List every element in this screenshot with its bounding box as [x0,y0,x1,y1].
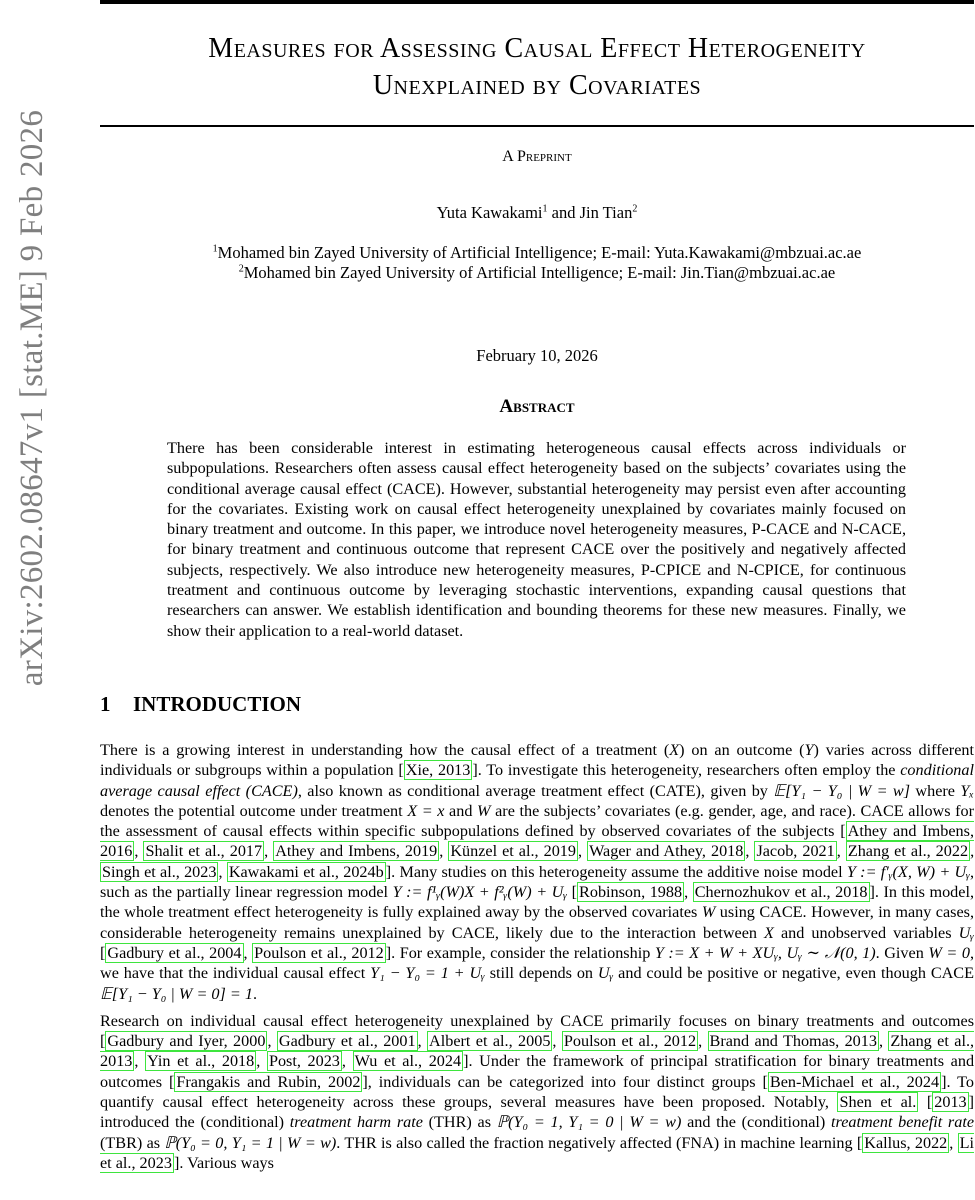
citation-link[interactable]: Gadbury et al., 2001 [278,1032,416,1051]
text-run: still depends on [484,964,598,983]
math-w-zero: W = 0 [928,943,970,962]
citation-link[interactable]: Brand and Thomas, 2013 [709,1032,877,1051]
math-x: X [764,923,774,942]
author-line [100,203,974,223]
text-run: ]. In this model, the whole treatment effect heterogeneity is fully explained away by the observed covariates [100,883,974,922]
section-heading [100,692,301,717]
math-y: Y [804,741,814,759]
text-run: ]. Various ways [173,1153,274,1172]
text-run: . Given [875,943,929,962]
citation-link[interactable]: Gadbury et al., 2004 [107,943,242,962]
citation-link[interactable]: Athey and Imbens, 2019 [275,842,438,861]
affiliation-2 [100,263,974,283]
abstract-text: There has been considerable interest in estimating heterogeneous causal effects across individuals or subpopulations. Researchers often assess causal effect heterogeneity based on the subjects’ covariates using the conditional average causal effect (CACE). However, substantial heterogeneity may persist even after accounting for the covariates. Existing work on causal effect heterogeneity unexplained by covariates mainly focused on binary treatment and outcome. In this paper, we introduce novel heterogeneity measures, P-CACE and N-CACE, for binary treatment and continuous outcome that represent CACE over the positively and negatively affected subjects, respectively. We also introduce new heterogeneity measures, P-CPICE and N-CPICE, for continuous treatment and continuous outcome by leveraging stochastic interventions, expanding causal questions that researchers can answer. We establish identification and bounding theorems for these new measures. Finally, we show their application to a real-world dataset. [167,439,906,640]
text-run: ]. Many studies on this heterogeneity assume the additive noise model [385,862,847,881]
math-w: W [701,903,716,922]
text-run: using CACE. However, in many cases, considerable heterogeneity remains unexplained by CACE, likely due to the interaction between [100,903,975,942]
math-relationship: Y := X + W + XUᵧ, Uᵧ ∼ 𝒩(0, 1) [654,943,876,962]
citation-link[interactable]: Albert et al., 2005 [429,1032,551,1051]
citation-link[interactable]: Yin et al., 2018 [147,1052,255,1071]
math-x-eq: X = x [407,801,445,820]
paper-date: February 10, 2026 [476,346,598,365]
affiliation-1-text: Mohamed bin Zayed University of Artificial Intelligence; E-mail: Yuta.Kawakami@mbzuai.ac.ae [217,243,862,262]
citation-link[interactable]: Kallus, 2022 [864,1133,948,1152]
citation-link[interactable]: Kawakami et al., 2024b [228,862,384,881]
math-uy: Uᵧ [958,923,974,942]
text-run: , also known as conditional average treatment effect (CATE), given by [297,781,774,800]
citation-link[interactable]: Shalit et al., 2017 [145,842,263,861]
text-run: ]. To quantify causal effect heterogeneity across these groups, several measures have been proposed. Notably, [100,1072,974,1112]
text-run: (TBR) as [100,1133,165,1152]
citation-link[interactable]: Post, 2023 [268,1052,340,1071]
citation-link[interactable]: Frangakis and Rubin, 2002 [176,1072,361,1091]
math-additive-noise: Y := f′ᵧ(X, W) + Uᵧ [846,862,970,881]
math-uy: Uᵧ [597,964,614,983]
math-partial-linear: Y := f¹ᵧ(W)X + f²ᵧ(W) + Uᵧ [392,883,568,902]
intro-paragraph-2: Research on individual causal effect heterogeneity unexplained by CACE primarily focuses on binary treatments and outcomes [ Gadbury and Iyer, 2000 , Gadbury et al., 2001 , Albert et al., 2005 , Poulson et al., 2012 , Brand and Thomas, 2013 , Zhang et al., 2013 , Yin et al., 2018 , Post, 2023 , Wu et al., 2024 ]. Under the framework of principal stratification for binary treatments and outcomes [ Frangakis and Rubin, 2002 ], individuals can be categorized into four distinct groups [ Ben-Michael et al., 2024 ]. To quantify causal effect heterogeneity across these groups, several measures have been proposed. Notably, Shen et al. [ 2013 ] introduced the (conditional) treatment harm rate (THR) as ℙ(Y₀ = 1, Y₁ = 0 | W = w) and the (conditional) treatment benefit rate (TBR) as ℙ(Y₀ = 0, Y₁ = 1 | W = w). THR is also called the fraction negatively affected (FNA) in machine learning [ Kallus, 2022 , Li et al., 2023 ]. Various ways [100,1011,975,1172]
author-1-mark: 1 [542,203,548,215]
text-run: ) varies across different individuals or subgroups within a population [ [100,741,974,780]
author-2-mark: 2 [632,203,638,215]
text-run: Research on individual causal effect heterogeneity unexplained by CACE primarily focuses on binary treatments and outcomes [ [100,1011,974,1051]
text-run: where [910,781,961,800]
citation-link[interactable]: Xie, 2013 [405,761,471,780]
emphasis: conditional average causal effect (CACE) [100,761,974,800]
math-yx: Yₓ [960,781,974,800]
citation-link[interactable]: Künzel et al., 2019 [450,842,576,861]
text-run: . THR is also called the fraction negatively affected (FNA) in machine learning [ [336,1133,863,1152]
citation-link[interactable]: Wu et al., 2024 [354,1052,462,1071]
citation-link[interactable]: Ben-Michael et al., 2024 [769,1072,940,1091]
text-run: ] introduced the (conditional) [100,1093,975,1132]
citation-link[interactable]: Poulson et al., 2012 [254,943,384,962]
title-bottom-rule [100,125,974,127]
citation-link[interactable]: Shen et al. [839,1093,917,1112]
affiliation-2-mark: 2 [238,263,244,275]
citation-link[interactable]: 2013 [934,1093,967,1112]
text-run: and could be positive or negative, even though CACE [613,964,974,983]
citation-link[interactable]: Gadbury and Iyer, 2000 [107,1032,266,1051]
text-run: [ [918,1093,933,1112]
author-1: Yuta Kawakami [436,203,543,222]
math-x: X [669,741,680,759]
paper-title [100,30,974,104]
citation-link[interactable]: Wager and Athey, 2018 [589,842,744,861]
citation-link[interactable]: Poulson et al., 2012 [563,1032,697,1051]
intro-paragraph-1: There is a growing interest in understanding how the causal effect of a treatment (X) on an outcome (Y) varies across different individuals or subgroups within a population [ Xie, 2013 ]. To investigate this heterogeneity, researchers often employ the conditional average causal effect (CACE), also known as conditional average treatment effect (CATE), given by 𝔼[Y₁ − Y₀ | W = w] where Yₓ denotes the potential outcome under treatment X = x and W are the subjects’ covariates (e.g. gender, age, and race). CACE allows for the assessment of causal effects within specific subpopulations defined by observed covariates of the subjects [ Athey and Imbens, 2016 , Shalit et al., 2017 , Athey and Imbens, 2019 , Künzel et al., 2019 , Wager and Athey, 2018 , Jacob, 2021 , Zhang et al., 2022 , Singh et al., 2023 , Kawakami et al., 2024b ]. Many studies on this heterogeneity assume the additive noise model Y := f′ᵧ(X, W) + Uᵧ, such as the partially linear regression model Y := f¹ᵧ(W)X + f²ᵧ(W) + Uᵧ [ Robinson, 1988 , Chernozhukov et al., 2018 ]. In this model, the whole treatment effect heterogeneity is fully explained away by the observed covariates W using CACE. However, in many cases, considerable heterogeneity remains unexplained by CACE, likely due to the interaction between X and unobserved variables Uᵧ [ Gadbury et al., 2004 , Poulson et al., 2012 ]. For example, consider the relationship Y := X + W + XUᵧ, Uᵧ ∼ 𝒩(0, 1). Given W = 0, we have that the individual causal effect Y₁ − Y₀ = 1 + Uᵧ still depends on Uᵧ and could be positive or negative, even though CACE 𝔼[Y₁ − Y₀ | W = 0] = 1. [100,741,975,1003]
title-line-1: Measures for Assessing Causal Effect Heterogeneity [208,33,866,64]
emphasis: treatment harm rate [289,1113,423,1132]
citation-link[interactable]: Jacob, 2021 [756,842,835,861]
title-line-2: Unexplained by Covariates [372,70,702,101]
text-run: denotes the potential outcome under treatment [100,801,408,820]
text-run: and the (conditional) [681,1113,831,1132]
abstract-heading: Abstract [499,396,575,417]
math-cace: 𝔼[Y₁ − Y₀ | W = w] [773,781,911,800]
affiliation-1 [100,243,974,263]
citation-link[interactable]: Zhang et al., 2013 [100,1032,975,1071]
text-run: There is a growing interest in understanding how the causal effect of a treatment ( [100,741,670,759]
text-run: . [252,984,257,1003]
author-2: Jin Tian [579,203,633,222]
text-run: [ [567,883,578,902]
author-joiner: and [547,203,580,222]
citation-link[interactable]: Zhang et al., 2022 [847,842,969,861]
section-number: 1 [100,692,111,716]
text-run: ]. For example, consider the relationship [385,943,655,962]
citation-link[interactable]: Singh et al., 2023 [102,862,217,881]
math-w: W [477,801,491,820]
preprint-label: A Preprint [502,148,572,165]
citation-link[interactable]: Chernozhukov et al., 2018 [694,883,868,902]
citation-link[interactable]: Robinson, 1988 [579,883,683,902]
text-run: , such as the partially linear regression model [100,862,974,902]
text-run: , we have that the individual causal effect [100,943,974,983]
text-run: ], individuals can be categorized into four distinct groups [ [362,1072,768,1091]
section-title: INTRODUCTION [133,692,302,716]
affiliation-1-mark: 1 [212,243,218,255]
text-run: ]. To investigate this heterogeneity, researchers often employ the [472,761,901,780]
math-cace-value: 𝔼[Y₁ − Y₀ | W = 0] = 1 [100,984,253,1003]
text-run: and unobserved variables [773,923,959,942]
text-run: ]. Under the framework of principal stratification for binary treatments and outcomes [ [100,1052,975,1091]
title-top-rule [100,0,974,4]
body-text [100,740,974,1180]
text-run: and [444,801,478,820]
affiliations [100,243,974,283]
citation-link[interactable]: Athey and Imbens, 2016 [100,822,974,861]
text-run: [ [100,943,106,962]
math-thr: ℙ(Y₀ = 1, Y₁ = 0 | W = w) [496,1113,682,1132]
math-tbr: ℙ(Y₀ = 0, Y₁ = 1 | W = w) [164,1133,337,1152]
text-run: (THR) as [422,1113,497,1132]
arxiv-identifier: arXiv:2602.08647v1 [stat.ME] 9 Feb 2026 [14,109,50,687]
emphasis: treatment benefit rate [831,1113,975,1132]
text-run: are the subjects’ covariates (e.g. gender, age, and race). CACE allows for the assessment of causal effects within specific subpopulations defined by observed covariates of the subjects [ [100,801,975,841]
text-run: ) on an outcome ( [679,741,805,759]
citation-link[interactable]: Li et al., 2023 [100,1133,975,1172]
math-ice: Y₁ − Y₀ = 1 + Uᵧ [370,964,485,983]
affiliation-2-text: Mohamed bin Zayed University of Artificial Intelligence; E-mail: Jin.Tian@mbzuai.ac.ae [243,263,836,282]
